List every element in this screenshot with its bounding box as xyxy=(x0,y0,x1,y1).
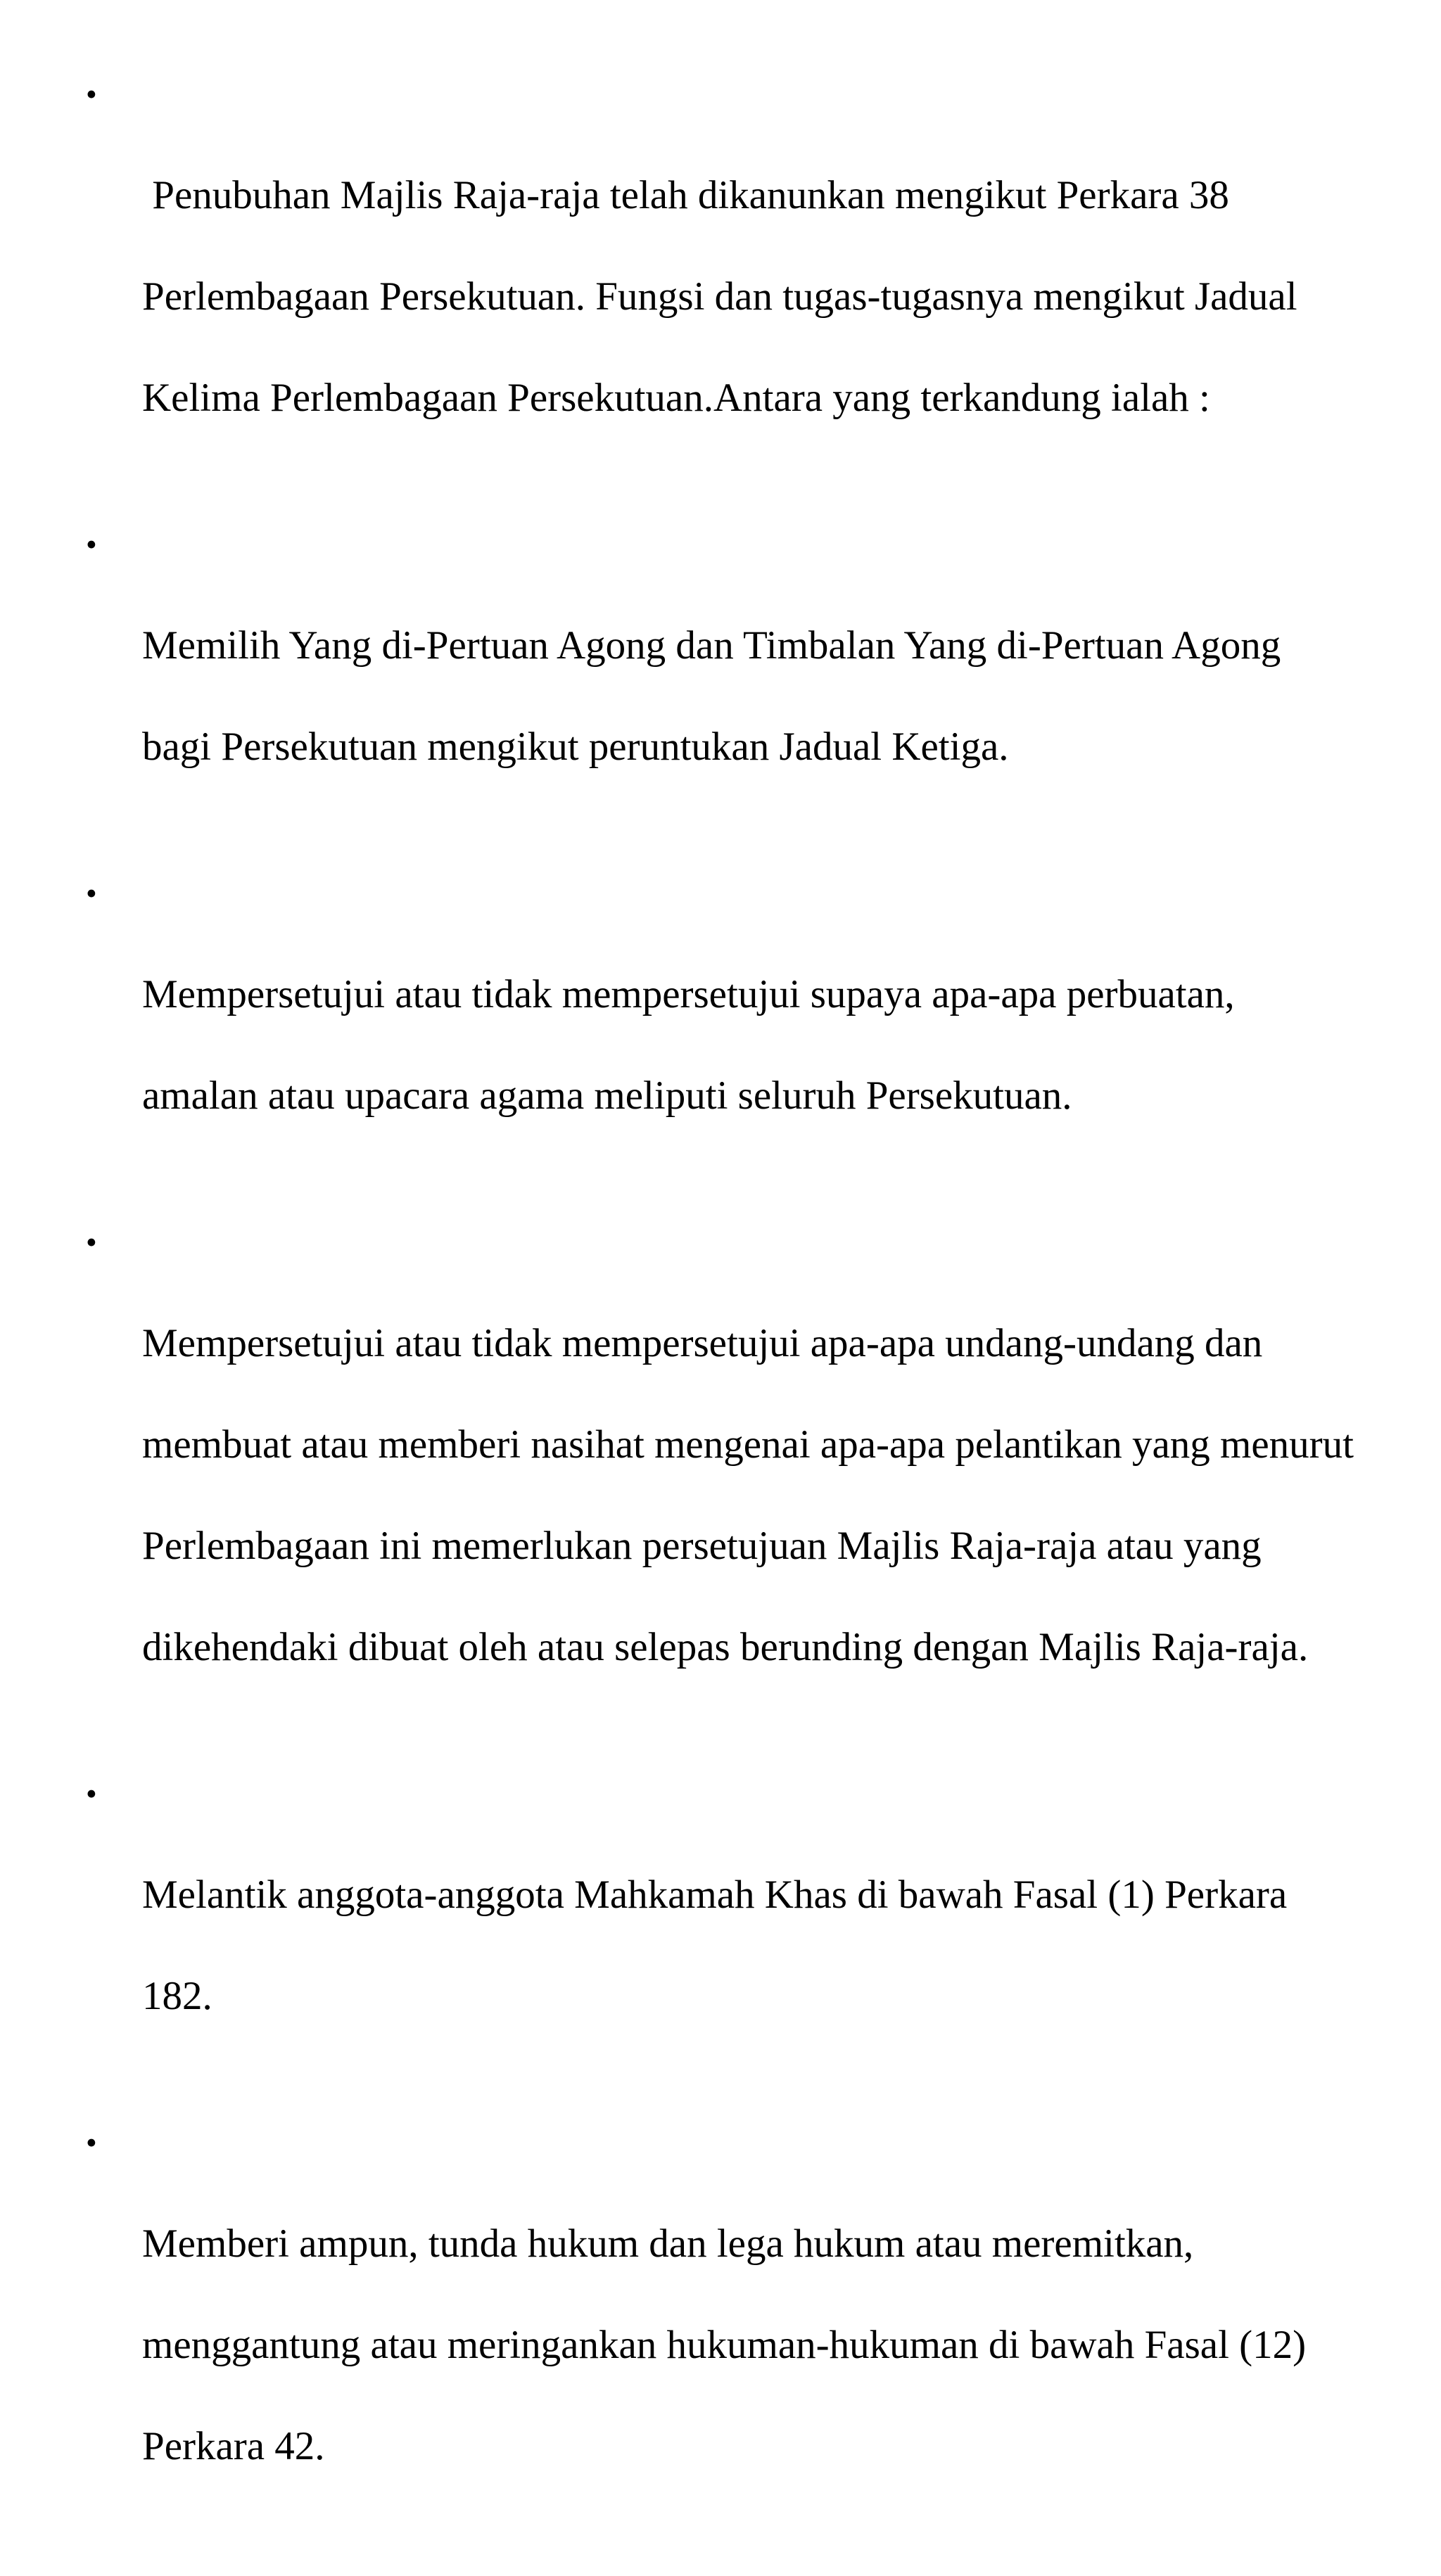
bullet-item-1 xyxy=(82,77,1404,483)
bullet-icon: • xyxy=(86,2125,97,2160)
bullet-icon: • xyxy=(86,527,97,562)
bullet-item-2 xyxy=(82,528,1404,831)
bullet-text-line: Memberi ampun, tunda hukum dan lega hukum atau meremitkan, xyxy=(142,2221,1194,2266)
bullet-text-line: Perkara 42. xyxy=(142,2424,325,2468)
bullet-text-line: bagi Persekutuan mengikut peruntukan Jadual Ketiga. xyxy=(142,725,1009,769)
bullet-text-line: menggantung atau meringankan hukuman-hukuman di bawah Fasal (12) xyxy=(142,2323,1307,2367)
bullet-text-line: 182. xyxy=(142,1974,212,2018)
bullet-text-line: Mempersetujui atau tidak mempersetujui supaya apa-apa perbuatan, xyxy=(142,972,1235,1016)
bullet-item-5 xyxy=(82,1777,1404,2081)
bullet-text-line: Melantik anggota-anggota Mahkamah Khas di bawah Fasal (1) Perkara xyxy=(142,1873,1288,1917)
bullet-item-3 xyxy=(82,876,1404,1180)
bullet-text-line: amalan atau upacara agama meliputi seluruh Persekutuan. xyxy=(142,1073,1072,1118)
bullet-text-line: Mempersetujui atau tidak mempersetujui apa-apa undang-undang dan xyxy=(142,1321,1263,1365)
bullet-text-line: membuat atau memberi nasihat mengenai apa-apa pelantikan yang menurut xyxy=(142,1422,1354,1467)
bullet-text-line: dikehendaki dibuat oleh atau selepas berunding dengan Majlis Raja-raja. xyxy=(142,1625,1309,1669)
bullet-text-line: Kelima Perlembagaan Persekutuan.Antara yang terkandung ialah : xyxy=(142,376,1210,420)
bullet-icon: • xyxy=(86,1225,97,1260)
bullet-item-4 xyxy=(82,1225,1404,1732)
bullet-icon: • xyxy=(86,876,97,911)
bullet-item-6 xyxy=(82,2126,1404,2531)
bullet-text-line: Memilih Yang di-Pertuan Agong dan Timbalan Yang di-Pertuan Agong xyxy=(142,623,1281,668)
bullet-text-line: Penubuhan Majlis Raja-raja telah dikanunkan mengikut Perkara 38 xyxy=(142,173,1229,217)
bullet-icon: • xyxy=(86,1776,97,1811)
bullet-icon: • xyxy=(86,77,97,112)
bullet-text-line: Perlembagaan ini memerlukan persetujuan Majlis Raja-raja atau yang xyxy=(142,1524,1262,1568)
bullet-text-line: Perlembagaan Persekutuan. Fungsi dan tugas-tugasnya mengikut Jadual xyxy=(142,274,1297,319)
bullet-list xyxy=(82,77,1404,2576)
